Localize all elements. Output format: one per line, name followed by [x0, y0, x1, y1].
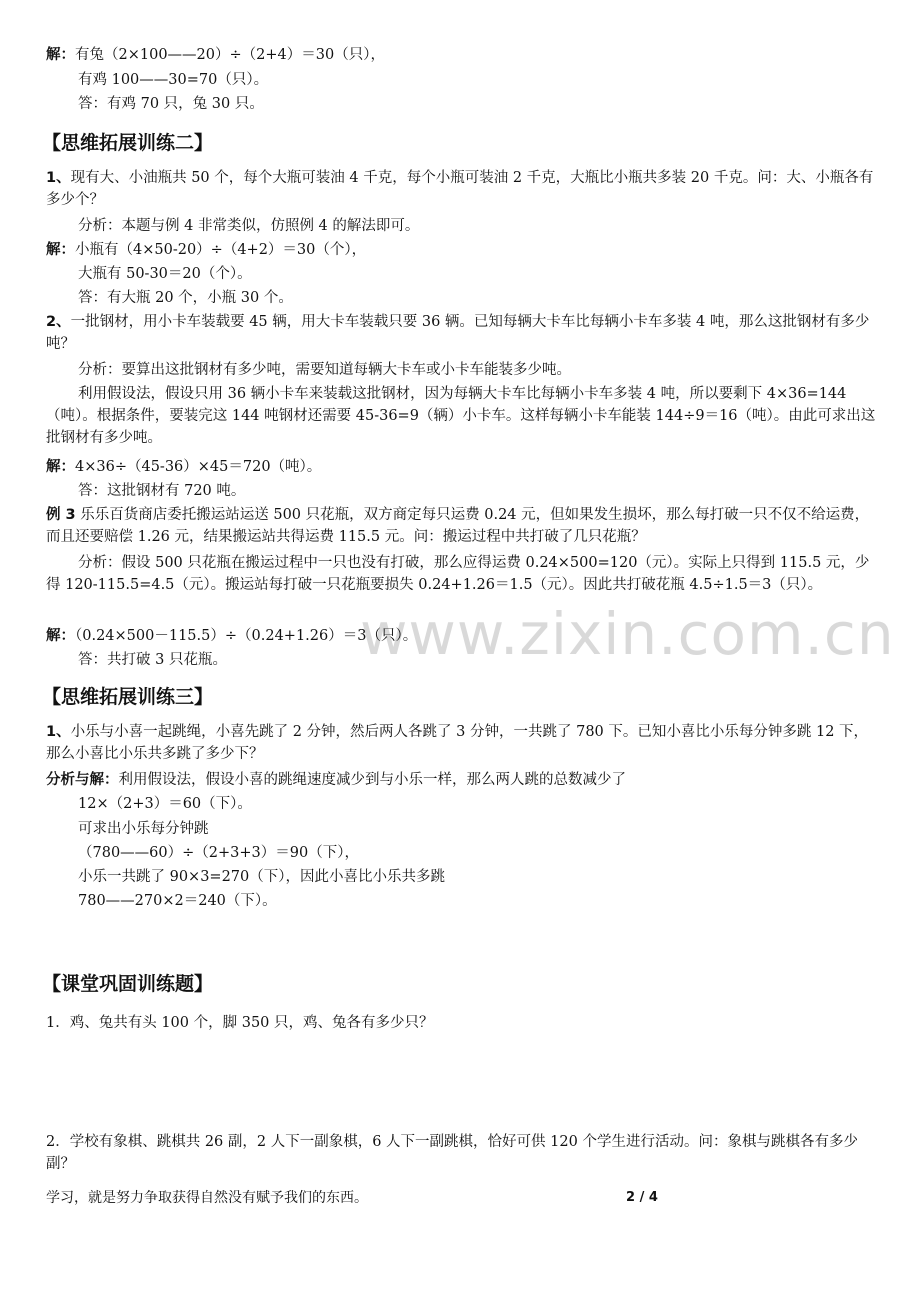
- solution-line: [46, 625, 882, 647]
- solution-text: 4×36÷（45-36）×45＝720（吨）。: [75, 459, 322, 475]
- analysis-text: 利用假设法，假设小喜的跳绳速度减少到与小乐一样，那么两人跳的总数减少了: [118, 772, 626, 788]
- problem-text: 小乐与小喜一起跳绳，小喜先跳了 2 分钟，然后两人各跳了 3 分钟，一共跳了 780 下。已知小喜比小乐每分钟多跳 12 下，那么小喜比小乐共多跳了多少下？: [46, 724, 869, 762]
- solution-text: （0.24×500－115.5）÷（0.24+1.26）＝3（只）。: [75, 628, 418, 644]
- solution-line: [46, 44, 882, 66]
- analysis-line: [46, 769, 882, 791]
- example-label: 例 3: [46, 507, 76, 523]
- text-line: 有鸡 100——30=70（只）。: [78, 72, 269, 88]
- example-text: 乐乐百货商店委托搬运站运送 500 只花瓶，双方商定每只运费 0.24 元，但如果发生损坏，那么每打破一只不仅不给运费，而且还要赔偿 1.26 元，结果搬运站共得运费 115.5 元。问：搬运过程中共打破了几只花瓶？: [46, 507, 870, 545]
- page-number: 2 / 4: [626, 1190, 658, 1205]
- footer-motto: 学习，就是努力争取获得自然没有赋予我们的东西。: [46, 1190, 368, 1206]
- solution-label: 解：: [46, 628, 75, 644]
- problem-3: [46, 721, 882, 765]
- text-line: （780——60）÷（2+3+3）＝90（下），: [78, 845, 359, 861]
- solution-label: 解：: [46, 242, 75, 258]
- analysis-line: 分析：本题与例 4 非常类似，仿照例 4 的解法即可。: [78, 218, 420, 234]
- problem-number: 1、: [46, 170, 71, 186]
- section-heading: 【课堂巩固训练题】: [42, 973, 214, 995]
- exercise-1: 1．鸡、兔共有头 100 个，脚 350 只，鸡、兔各有多少只？: [46, 1015, 434, 1031]
- problem-text: 一批钢材，用小卡车装载要 45 辆，用大卡车装载只要 36 辆。已知每辆大卡车比每辆小卡车多装 4 吨，那么这批钢材有多少吨？: [46, 314, 870, 352]
- solution-line: [46, 456, 882, 478]
- answer-line: 答：有鸡 70 只，兔 30 只。: [78, 96, 264, 112]
- text-line: 12×（2+3）＝60（下）。: [78, 796, 252, 812]
- text-line: 大瓶有 50-30＝20（个）。: [78, 266, 252, 282]
- answer-line: 答：这批钢材有 720 吨。: [78, 483, 246, 499]
- problem-text: 现有大、小油瓶共 50 个，每个大瓶可装油 4 千克，每个小瓶可装油 2 千克，大瓶比小瓶共多装 20 千克。问：大、小瓶各有多少个？: [46, 170, 874, 208]
- section-heading: 【思维拓展训练三】: [42, 686, 214, 708]
- problem-1: [46, 167, 882, 211]
- solution-text: 有兔（2×100——20）÷（2+4）＝30（只），: [75, 47, 385, 63]
- answer-line: 答：有大瓶 20 个，小瓶 30 个。: [78, 290, 293, 306]
- problem-2: [46, 311, 882, 355]
- solution-line: [46, 239, 882, 261]
- solution-label: 解：: [46, 459, 75, 475]
- example-3: [46, 504, 882, 548]
- analysis-line: 分析：要算出这批钢材有多少吨，需要知道每辆大卡车或小卡车能装多少吨。: [78, 362, 571, 378]
- analysis-label: 分析与解：: [46, 772, 119, 788]
- analysis-paragraph: 分析：假设 500 只花瓶在搬运过程中一只也没有打破，那么应得运费 0.24×500=120（元）。实际上只得到 115.5 元，少得 120-115.5=4.5（元）。搬运站每打破一只花瓶要损失 0.24+1.26＝1.5（元）。因此共打破花瓶 4.5÷1.5＝3（只）。: [46, 555, 870, 593]
- exercise-2: 2．学校有象棋、跳棋共 26 副，2 人下一副象棋，6 人下一副跳棋，恰好可供 120 个学生进行活动。问：象棋与跳棋各有多少副？: [46, 1134, 858, 1172]
- solution-label: 解：: [46, 47, 75, 63]
- analysis-paragraph: 利用假设法，假设只用 36 辆小卡车来装载这批钢材，因为每辆大卡车比每辆小卡车多装 4 吨，所以要剩下 4×36=144（吨）。根据条件，要装完这 144 吨钢材还需要 45-36=9（辆）小卡车。这样每辆小卡车能装 144÷9＝16（吨）。由此可求出这批钢材有多少吨。: [46, 386, 876, 446]
- text-line: 可求出小乐每分钟跳: [78, 821, 209, 837]
- solution-text: 小瓶有（4×50-20）÷（4+2）＝30（个），: [75, 242, 367, 258]
- text-line: 小乐一共跳了 90×3=270（下），因此小喜比小乐共多跳: [78, 869, 446, 885]
- section-heading: 【思维拓展训练二】: [42, 132, 214, 154]
- problem-number: 2、: [46, 314, 71, 330]
- watermark: www.zixin.com.cn: [360, 600, 895, 668]
- text-line: 780——270×2＝240（下）。: [78, 893, 277, 909]
- problem-number: 1、: [46, 724, 71, 740]
- answer-line: 答：共打破 3 只花瓶。: [78, 652, 227, 668]
